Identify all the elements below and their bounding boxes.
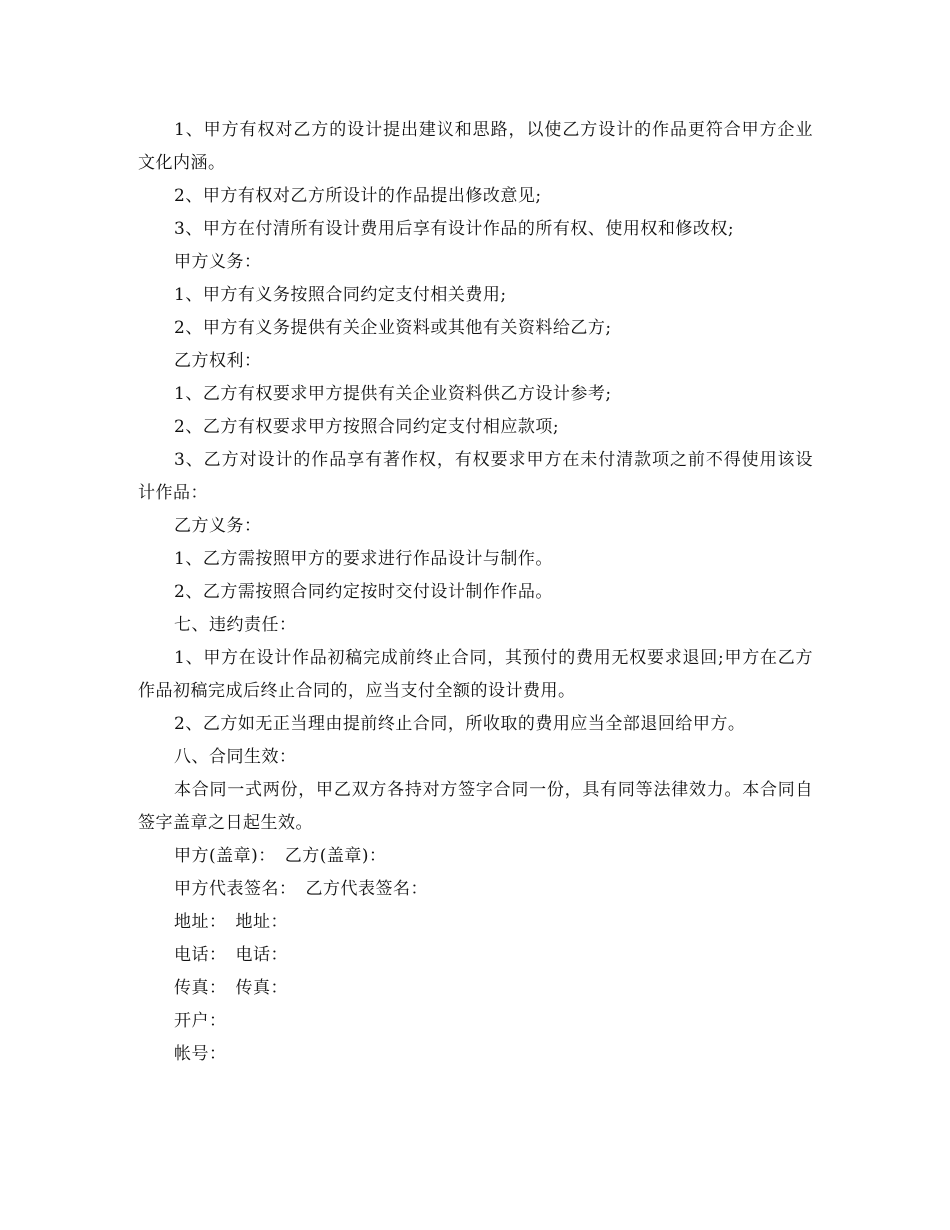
section-heading: 乙方义务： bbox=[174, 516, 262, 536]
paragraph: 2、甲方有义务提供有关企业资料或其他有关资料给乙方; bbox=[174, 318, 612, 338]
section-heading: 乙方权利： bbox=[174, 351, 262, 371]
paragraph: 本合同一式两份，甲乙双方各持对方签字合同一份，具有同等法律效力。本合同自签字盖章之日起生效。 bbox=[138, 780, 813, 833]
paragraph: 1、甲方有权对乙方的设计提出建议和思路，以使乙方设计的作品更符合甲方企业文化内涵。 bbox=[138, 120, 813, 173]
paragraph: 1、乙方需按照甲方的要求进行作品设计与制作。 bbox=[174, 549, 553, 569]
signature-line: 甲方代表签名： 乙方代表签名： bbox=[174, 879, 428, 899]
paragraph: 1、甲方在设计作品初稿完成前终止合同，其预付的费用无权要求退回;甲方在乙方作品初稿完成后终止合同的，应当支付全额的设计费用。 bbox=[138, 648, 813, 701]
paragraph: 2、乙方如无正当理由提前终止合同，所收取的费用应当全部退回给甲方。 bbox=[174, 714, 746, 734]
section-heading: 七、违约责任： bbox=[174, 615, 297, 635]
paragraph: 3、乙方对设计的作品享有著作权，有权要求甲方在未付清款项之前不得使用该设计作品： bbox=[138, 450, 813, 503]
signature-line: 甲方(盖章)： 乙方(盖章)： bbox=[174, 846, 387, 866]
account-line: 帐号： bbox=[174, 1044, 227, 1064]
bank-line: 开户： bbox=[174, 1011, 227, 1031]
fax-line: 传真： 传真： bbox=[174, 978, 288, 998]
phone-line: 电话： 电话： bbox=[174, 945, 288, 965]
document-body bbox=[138, 114, 813, 1071]
paragraph: 1、乙方有权要求甲方提供有关企业资料供乙方设计参考; bbox=[174, 384, 612, 404]
section-heading: 甲方义务： bbox=[174, 252, 262, 272]
paragraph: 2、乙方有权要求甲方按照合同约定支付相应款项; bbox=[174, 417, 560, 437]
address-line: 地址： 地址： bbox=[174, 912, 288, 932]
paragraph: 1、甲方有义务按照合同约定支付相关费用; bbox=[174, 285, 507, 305]
paragraph: 3、甲方在付清所有设计费用后享有设计作品的所有权、使用权和修改权; bbox=[174, 219, 735, 239]
paragraph: 2、乙方需按照合同约定按时交付设计制作作品。 bbox=[174, 582, 553, 602]
paragraph: 2、甲方有权对乙方所设计的作品提出修改意见; bbox=[174, 186, 542, 206]
section-heading: 八、合同生效： bbox=[174, 747, 297, 767]
